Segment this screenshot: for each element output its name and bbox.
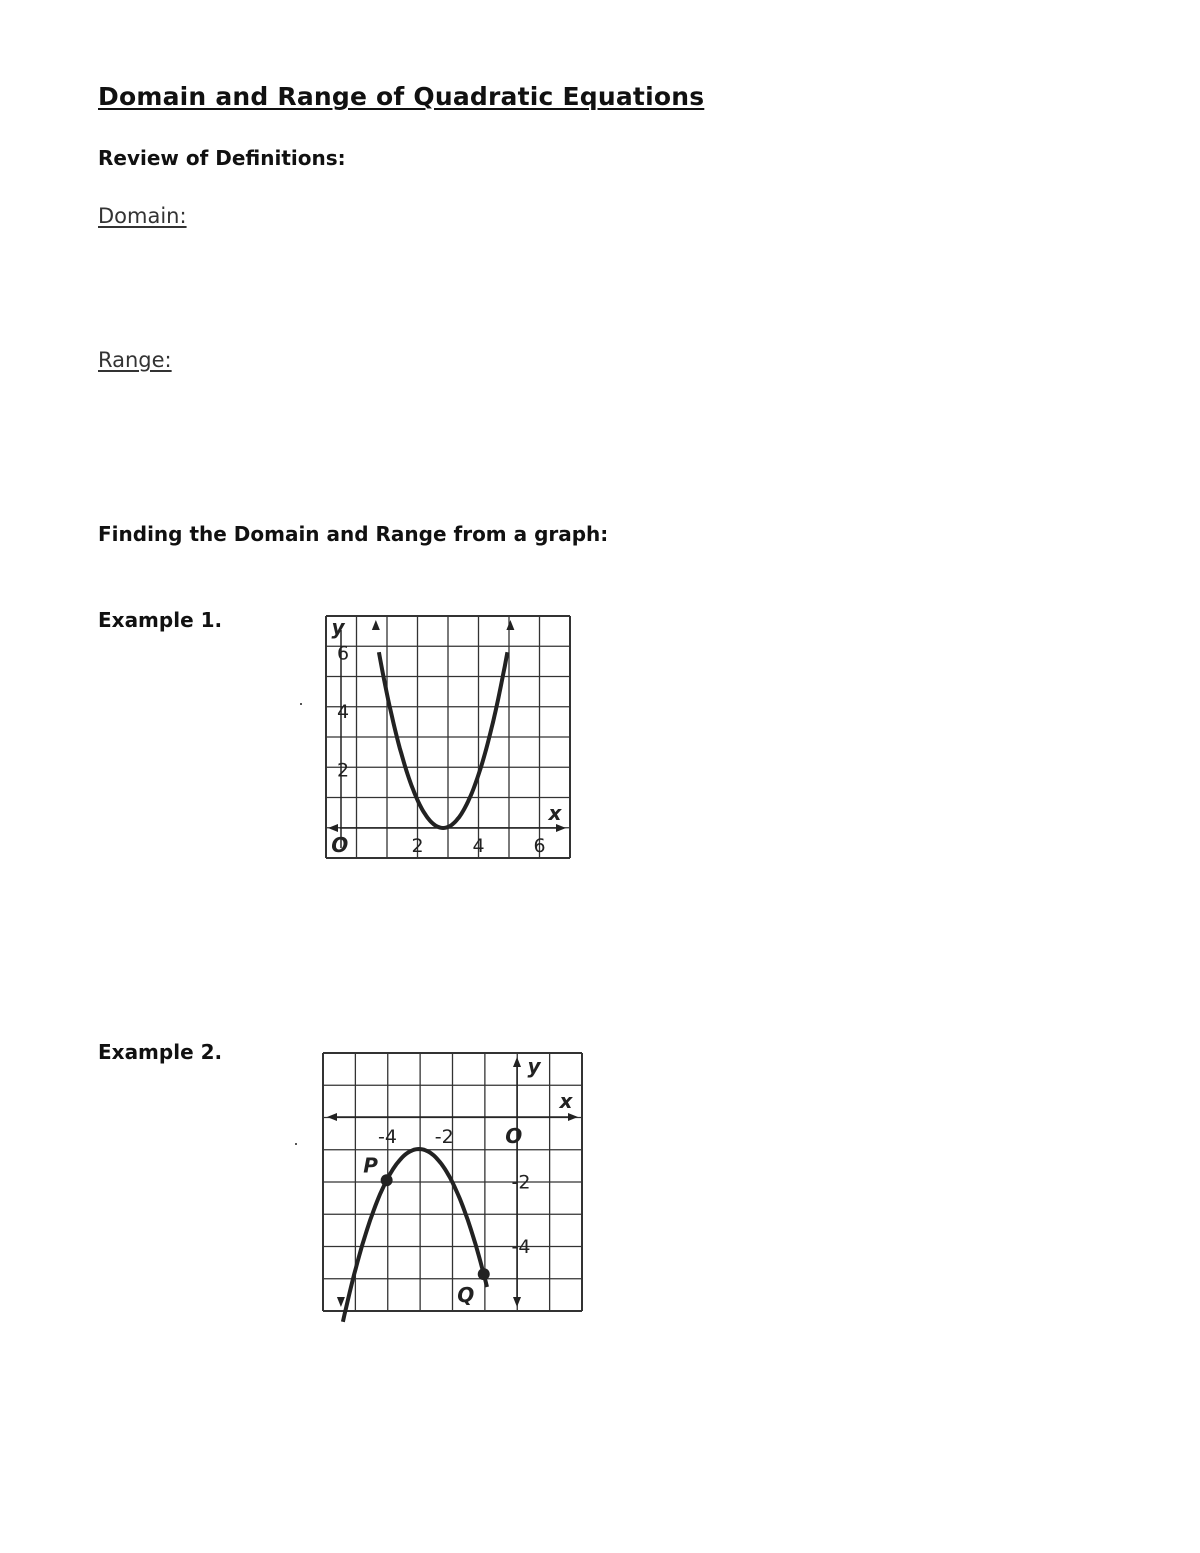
y-axis-arrow [513, 1057, 521, 1067]
y-tick-label: 4 [336, 700, 350, 723]
y-tick-label: 2 [336, 759, 350, 782]
x-tick-label: -4 [378, 1126, 397, 1148]
point-q [478, 1268, 490, 1280]
x-tick-label: 2 [411, 835, 424, 857]
curve-arrow-right [506, 620, 514, 630]
example-2-label: Example 2. [98, 1040, 223, 1064]
example-2-plot [323, 1053, 582, 1311]
x-tick-label: 4 [472, 835, 485, 857]
x-axis-arrow [556, 824, 566, 832]
domain-label: Domain: [98, 204, 187, 228]
example-2-graph [323, 1053, 582, 1311]
x-axis-label: x [559, 1089, 573, 1113]
x-axis-arrow [568, 1113, 578, 1121]
curve-arrow-left [337, 1297, 345, 1307]
point-label-q: Q [457, 1283, 475, 1308]
curve-arrow-left [372, 620, 380, 630]
y-tick-label: -4 [511, 1236, 531, 1258]
example-1-graph [326, 616, 570, 858]
y-tick-label: 6 [336, 642, 350, 665]
y-axis-label: y [527, 1054, 541, 1078]
x-tick-label: O [331, 833, 349, 857]
range-label: Range: [98, 348, 172, 372]
x-tick-label: 6 [533, 835, 546, 857]
x-axis-label: x [548, 801, 562, 825]
stray-mark-2 [295, 1143, 297, 1145]
stray-mark [300, 703, 302, 705]
page-title: Domain and Range of Quadratic Equations [98, 82, 705, 111]
x-axis-arrow-left [327, 1113, 337, 1121]
y-axis-label: y [331, 615, 345, 639]
example-1-label: Example 1. [98, 608, 223, 632]
parabola-curve [379, 652, 508, 828]
point-p [381, 1174, 393, 1186]
y-axis-arrow-down [513, 1297, 521, 1307]
x-tick-label: -2 [434, 1126, 454, 1148]
x-tick-label: O [505, 1124, 523, 1148]
graph-section-heading: Finding the Domain and Range from a graph: [98, 522, 609, 546]
y-tick-label: -2 [511, 1171, 531, 1194]
review-heading: Review of Definitions: [98, 146, 346, 170]
point-label-p: P [363, 1153, 378, 1178]
example-1-plot [326, 616, 570, 858]
x-axis-arrow-left [328, 824, 338, 832]
